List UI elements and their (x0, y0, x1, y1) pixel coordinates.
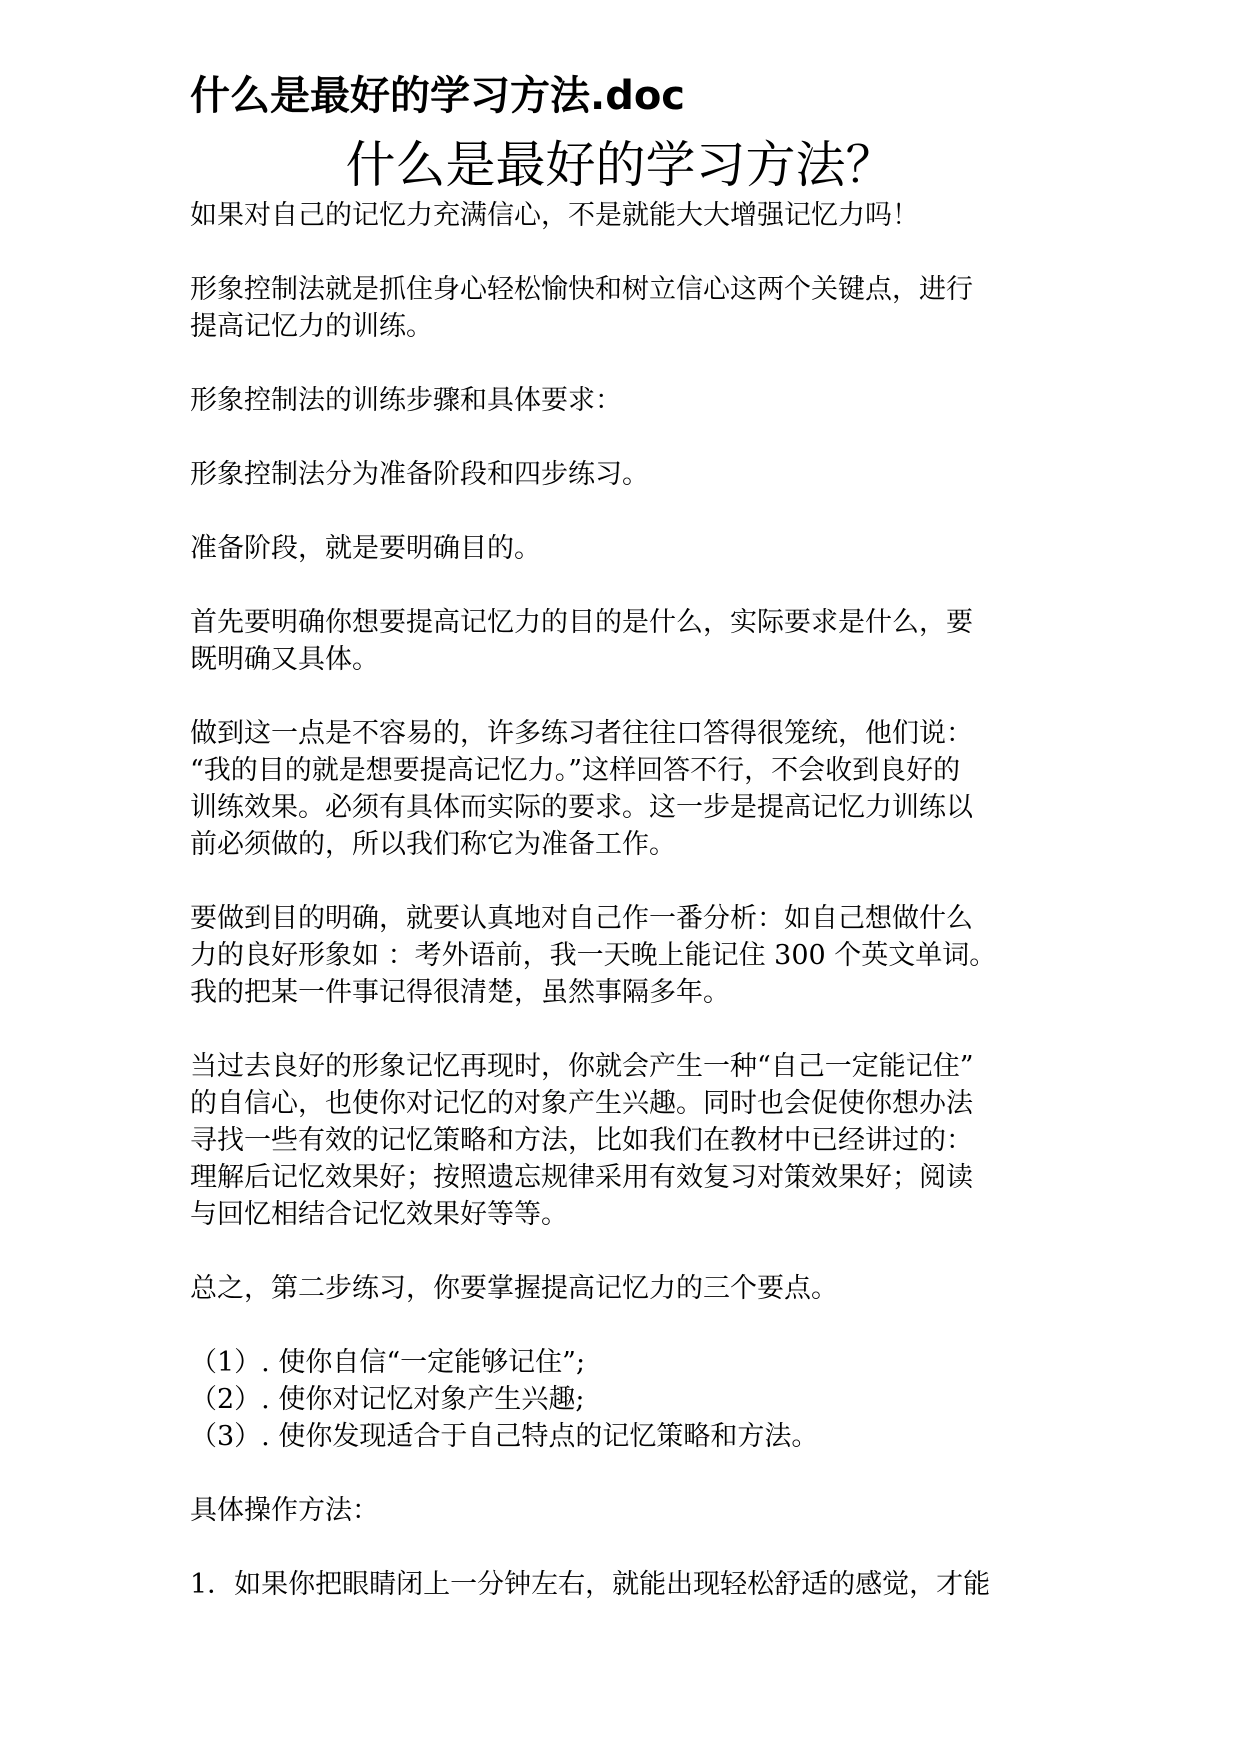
paragraph (190, 715, 1070, 863)
paragraph (190, 271, 1070, 345)
list-item: （1）. 使你自信“一定能够记住”; (190, 1347, 586, 1378)
paragraph (190, 197, 1070, 234)
paragraph (190, 530, 1070, 567)
text-line: 当过去良好的形象记忆再现时，你就会产生一种“自己一定能记住” (190, 1051, 974, 1082)
text-line: 准备阶段，就是要明确目的。 (190, 533, 541, 564)
document-body (190, 197, 1070, 1603)
list-item: （2）. 使你对记忆对象产生兴趣; (190, 1384, 585, 1415)
text-line: 与回忆相结合记忆效果好等等。 (190, 1199, 568, 1230)
document-filename-header: 什么是最好的学习方法.doc (190, 73, 686, 119)
paragraph (190, 900, 1070, 1011)
paragraph (190, 1492, 1070, 1529)
list-item: （3）. 使你发现适合于自己特点的记忆策略和方法。 (190, 1421, 819, 1452)
text-line: 首先要明确你想要提高记忆力的目的是什么，实际要求是什么，要 (190, 607, 973, 638)
paragraph (190, 1566, 1070, 1603)
text-line: 理解后记忆效果好；按照遗忘规律采用有效复习对策效果好；阅读 (190, 1162, 973, 1193)
text-line: 我的把某一件事记得很清楚，虽然事隔多年。 (190, 977, 730, 1008)
paragraph (190, 1270, 1070, 1307)
paragraph (190, 1048, 1070, 1233)
numbered-list (190, 1344, 1070, 1455)
paragraph (190, 382, 1070, 419)
paragraph (190, 604, 1070, 678)
text-line: 形象控制法就是抓住身心轻松愉快和树立信心这两个关键点，进行 (190, 274, 973, 305)
text-line: 训练效果。必须有具体而实际的要求。这一步是提高记忆力训练以 (190, 792, 973, 823)
text-line: 前必须做的，所以我们称它为准备工作。 (190, 829, 676, 860)
text-line: 要做到目的明确，就要认真地对自己作一番分析：如自己想做什么 (190, 903, 973, 934)
paragraph (190, 456, 1070, 493)
text-line: 既明确又具体。 (190, 644, 379, 675)
text-line: 寻找一些有效的记忆策略和方法，比如我们在教材中已经讲过的： (190, 1125, 973, 1156)
document-title: 什么是最好的学习方法？ (345, 136, 896, 194)
text-line: 力的良好形象如 ：考外语前，我一天晚上能记住 300 个英文单词。 (190, 940, 997, 971)
text-line: 做到这一点是不容易的，许多练习者往往口答得很笼统，他们说： (190, 718, 973, 749)
text-line: 如果对自己的记忆力充满信心，不是就能大大增强记忆力吗！ (190, 200, 919, 231)
text-line: 形象控制法分为准备阶段和四步练习。 (190, 459, 649, 490)
text-line: 具体操作方法： (190, 1495, 379, 1526)
text-line: 提高记忆力的训练。 (190, 311, 433, 342)
text-line: 的自信心，也使你对记忆的对象产生兴趣。同时也会促使你想办法 (190, 1088, 973, 1119)
text-line: 形象控制法的训练步骤和具体要求： (190, 385, 622, 416)
text-line: “我的目的就是想要提高记忆力。”这样回答不行，不会收到良好的 (190, 755, 961, 786)
text-line: 总之，第二步练习，你要掌握提高记忆力的三个要点。 (190, 1273, 838, 1304)
text-line: 1．如果你把眼睛闭上一分钟左右，就能出现轻松舒适的感觉，才能 (190, 1569, 991, 1600)
